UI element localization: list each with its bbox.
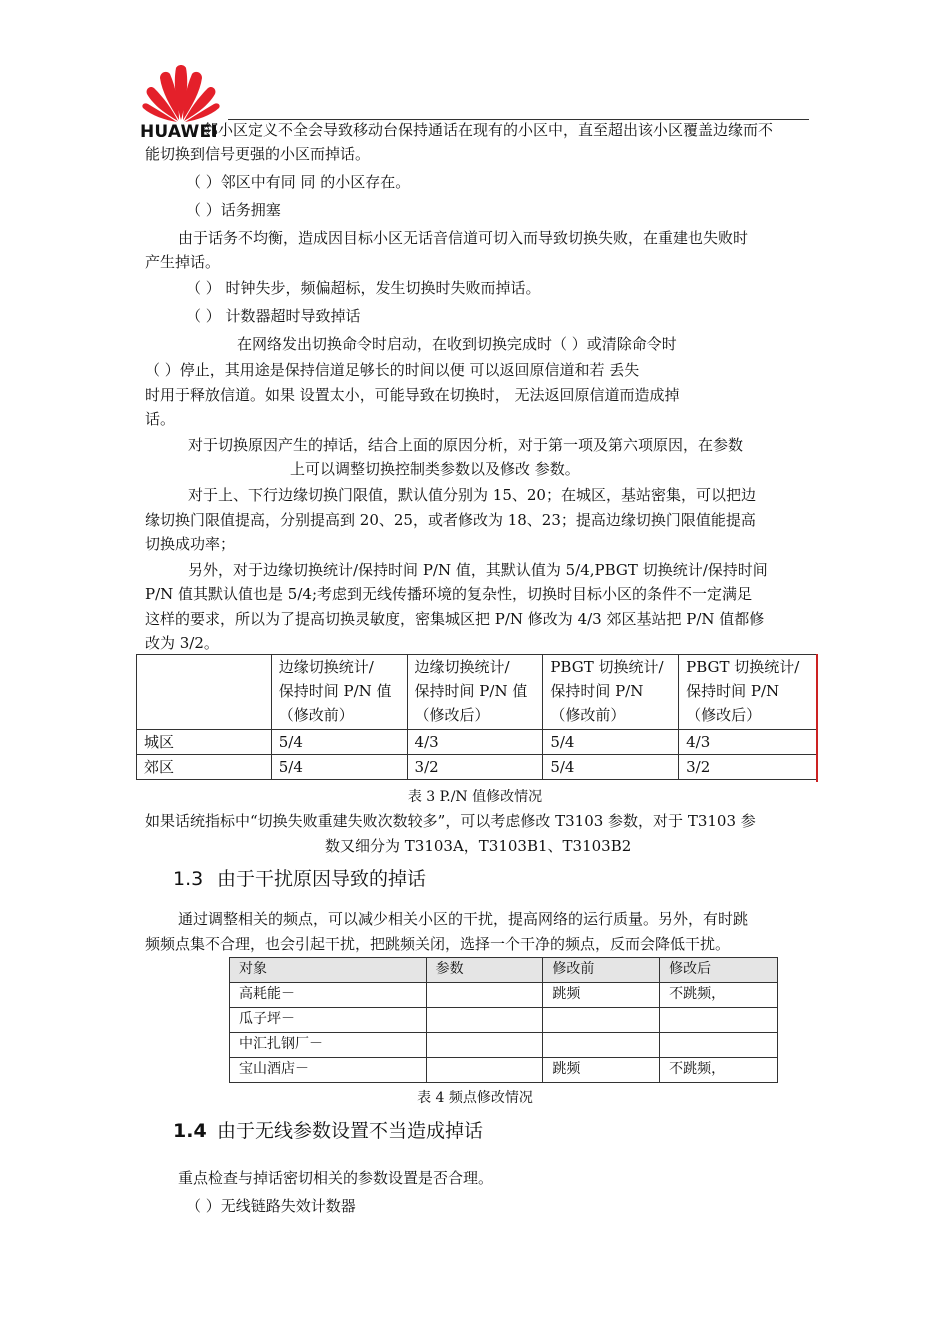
table-cell: 5/4	[271, 730, 407, 755]
text-line: （ ）无线链路失效计数器	[186, 1197, 356, 1215]
text-line: 频频点集不合理，也会引起干扰，把跳频关闭，选择一个干净的频点，反而会降低干扰。	[145, 935, 731, 953]
table-cell: 中汇扎钢厂－	[230, 1033, 427, 1058]
table-row	[230, 1058, 778, 1083]
section-heading-1-3	[173, 865, 426, 893]
table-cell	[543, 1033, 660, 1058]
table-cell: 5/4	[543, 730, 679, 755]
table-header-cell: PBGT 切换统计/ 保持时间 P/N （修改前）	[543, 655, 679, 730]
text-line: 邻小区定义不全会导致移动台保持通话在现有的小区中，直至超出该小区覆盖边缘而不	[203, 121, 774, 139]
text-line: （ ）停止，其用途是保持信道足够长的时间以便 可以返回原信道和若 丢失	[145, 361, 640, 379]
text-line: 另外，对于边缘切换统计/保持时间 P/N 值，其默认值为 5/4,PBGT 切换统计/保持时间	[188, 561, 768, 579]
table-caption: 表 3 P./N 值修改情况	[407, 789, 543, 805]
table-cell: 3/2	[679, 755, 818, 780]
text-line: 缘切换门限值提高，分别提高到 20、25，或者修改为 18、23；提高边缘切换门限值能提高	[145, 511, 756, 529]
table-cell: 跳频	[543, 1058, 660, 1083]
text-line: 重点检查与掉话密切相关的参数设置是否合理。	[178, 1169, 494, 1187]
huawei-petals-icon	[140, 62, 222, 124]
text-line: 产生掉话。	[145, 253, 221, 271]
table-row	[230, 983, 778, 1008]
text-line: 改为 3/2。	[145, 634, 219, 652]
table-cell: 跳频	[543, 983, 660, 1008]
table-cell	[660, 1008, 778, 1033]
table-header-row	[137, 655, 818, 730]
section-title: 由于无线参数设置不当造成掉话	[217, 1120, 484, 1142]
table-row	[137, 755, 818, 780]
table-caption: 表 4 频点修改情况	[417, 1090, 533, 1106]
table-cell: 高耗能－	[230, 983, 427, 1008]
text-line: 对于上、下行边缘切换门限值，默认值分别为 15、20；在城区，基站密集，可以把边	[188, 486, 756, 504]
text-line: 对于切换原因产生的掉话，结合上面的原因分析，对于第一项及第六项原因，在参数	[188, 436, 744, 454]
table-cell	[426, 1008, 543, 1033]
text-line: （ ） 计数器超时导致掉话	[186, 307, 361, 325]
table-cell	[426, 983, 543, 1008]
table-header-cell: 修改前	[543, 958, 660, 983]
table-cell	[426, 1033, 543, 1058]
table-header-cell: 参数	[426, 958, 543, 983]
text-line: P/N 值其默认值也是 5/4;考虑到无线传播环境的复杂性，切换时目标小区的条件不一定满足	[145, 585, 753, 603]
table-cell: 郊区	[137, 755, 272, 780]
text-line: （ ）邻区中有同 同 的小区存在。	[186, 173, 411, 191]
table-header-cell: 对象	[230, 958, 427, 983]
text-line: 话。	[145, 410, 176, 428]
table-row	[230, 1033, 778, 1058]
text-line: 如果话统指标中“切换失败重建失败次数较多”，可以考虑修改 T3103 参数，对于 T3103 参	[145, 812, 756, 830]
table-edge-mark	[816, 654, 818, 782]
table-cell: 3/2	[407, 755, 543, 780]
section-number: 1.3	[173, 868, 204, 890]
table-row	[230, 1008, 778, 1033]
text-line: 由于话务不均衡，造成因目标小区无话音信道可切入而导致切换失败，在重建也失败时	[178, 229, 749, 247]
text-line: （ ） 时钟失步，频偏超标，发生切换时失败而掉话。	[186, 279, 541, 297]
table-cell: 城区	[137, 730, 272, 755]
table-cell: 不跳频，	[660, 983, 778, 1008]
logo-text: HUAWEI	[140, 122, 218, 142]
text-line: 通过调整相关的频点，可以减少相关小区的干扰，提高网络的运行质量。另外，有时跳	[178, 910, 749, 928]
table-header-row	[230, 958, 778, 983]
table-header-cell: 修改后	[660, 958, 778, 983]
table-cell: 宝山酒店－	[230, 1058, 427, 1083]
section-number: 1.4	[173, 1120, 207, 1142]
table-cell: 瓜子坪－	[230, 1008, 427, 1033]
section-heading-1-4	[173, 1117, 483, 1145]
table-cell: 5/4	[543, 755, 679, 780]
table-cell	[543, 1008, 660, 1033]
table-header-cell: 边缘切换统计/ 保持时间 P/N 值 （修改后）	[407, 655, 543, 730]
text-line: 时用于释放信道。如果 设置太小，可能导致在切换时， 无法返回原信道而造成掉	[145, 386, 680, 404]
table-row	[137, 730, 818, 755]
table-cell	[660, 1033, 778, 1058]
table-cell: 5/4	[271, 755, 407, 780]
table-header-cell: 边缘切换统计/ 保持时间 P/N 值 （修改前）	[271, 655, 407, 730]
pn-value-table	[136, 654, 818, 780]
text-line: 切换成功率；	[145, 535, 236, 553]
table-cell: 不跳频，	[660, 1058, 778, 1083]
text-line: 上可以调整切换控制类参数以及修改 参数。	[290, 460, 580, 478]
table-cell	[426, 1058, 543, 1083]
text-line: （ ）话务拥塞	[186, 201, 281, 219]
table-cell: 4/3	[407, 730, 543, 755]
text-line: 在网络发出切换命令时启动，在收到切换完成时（ ）或清除命令时	[237, 335, 677, 353]
table-header-cell	[137, 655, 272, 730]
text-line: 能切换到信号更强的小区而掉话。	[145, 145, 371, 163]
text-line: 数又细分为 T3103A，T3103B1、T3103B2	[325, 837, 632, 855]
table-header-cell: PBGT 切换统计/ 保持时间 P/N （修改后）	[679, 655, 818, 730]
text-line: 这样的要求，所以为了提高切换灵敏度，密集城区把 P/N 修改为 4/3 郊区基站把 P/N 值都修	[145, 610, 765, 628]
table-cell: 4/3	[679, 730, 818, 755]
frequency-table	[229, 957, 778, 1083]
section-title: 由于干扰原因导致的掉话	[217, 868, 427, 890]
